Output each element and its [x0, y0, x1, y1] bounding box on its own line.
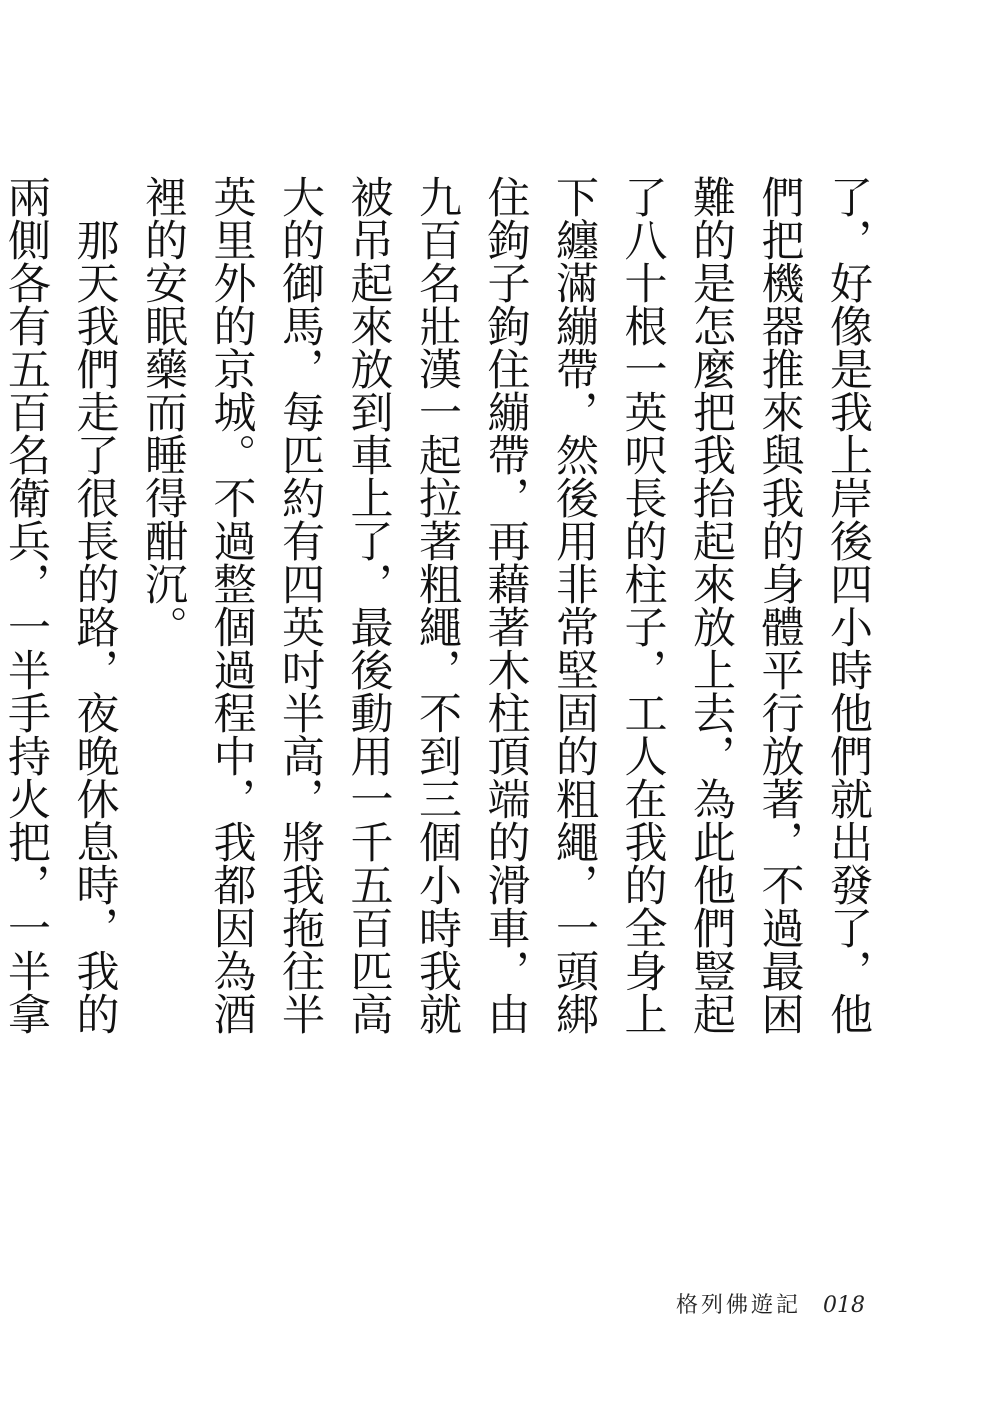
book-title: 格列佛遊記 [675, 1293, 801, 1318]
page-footer [676, 1288, 865, 1319]
paragraph-2: 那天我們走了很長的路，夜晚休息時，我的兩側各有五百名衛兵，一半手持火把，一半拿 [1, 175, 120, 1035]
paragraph-1: 了，好像是我上岸後四小時他們就出發了，他們把機器推來與我的身體平行放著，不過最困難的是怎麼把我抬起來放上去，為此他們豎起了八十根一英呎長的柱子，工人在我的全身上下纏滿繃帶，然後用非常堅固的粗繩，一頭綁住鉤子鉤住繃帶，再藉著木柱頂端的滑車，由九百名壯漢一起拉著粗繩，不到三個小時我就被吊起來放到車上了，最後動用一千五百匹高大的御馬，每匹約有四英吋半高，將我拖往半英里外的京城。不過整個過程中，我都因為酒裡的安眠藥而睡得酣沉。 [138, 175, 873, 1035]
vertical-text-body [0, 175, 882, 1035]
page-number: 018 [823, 1293, 865, 1318]
